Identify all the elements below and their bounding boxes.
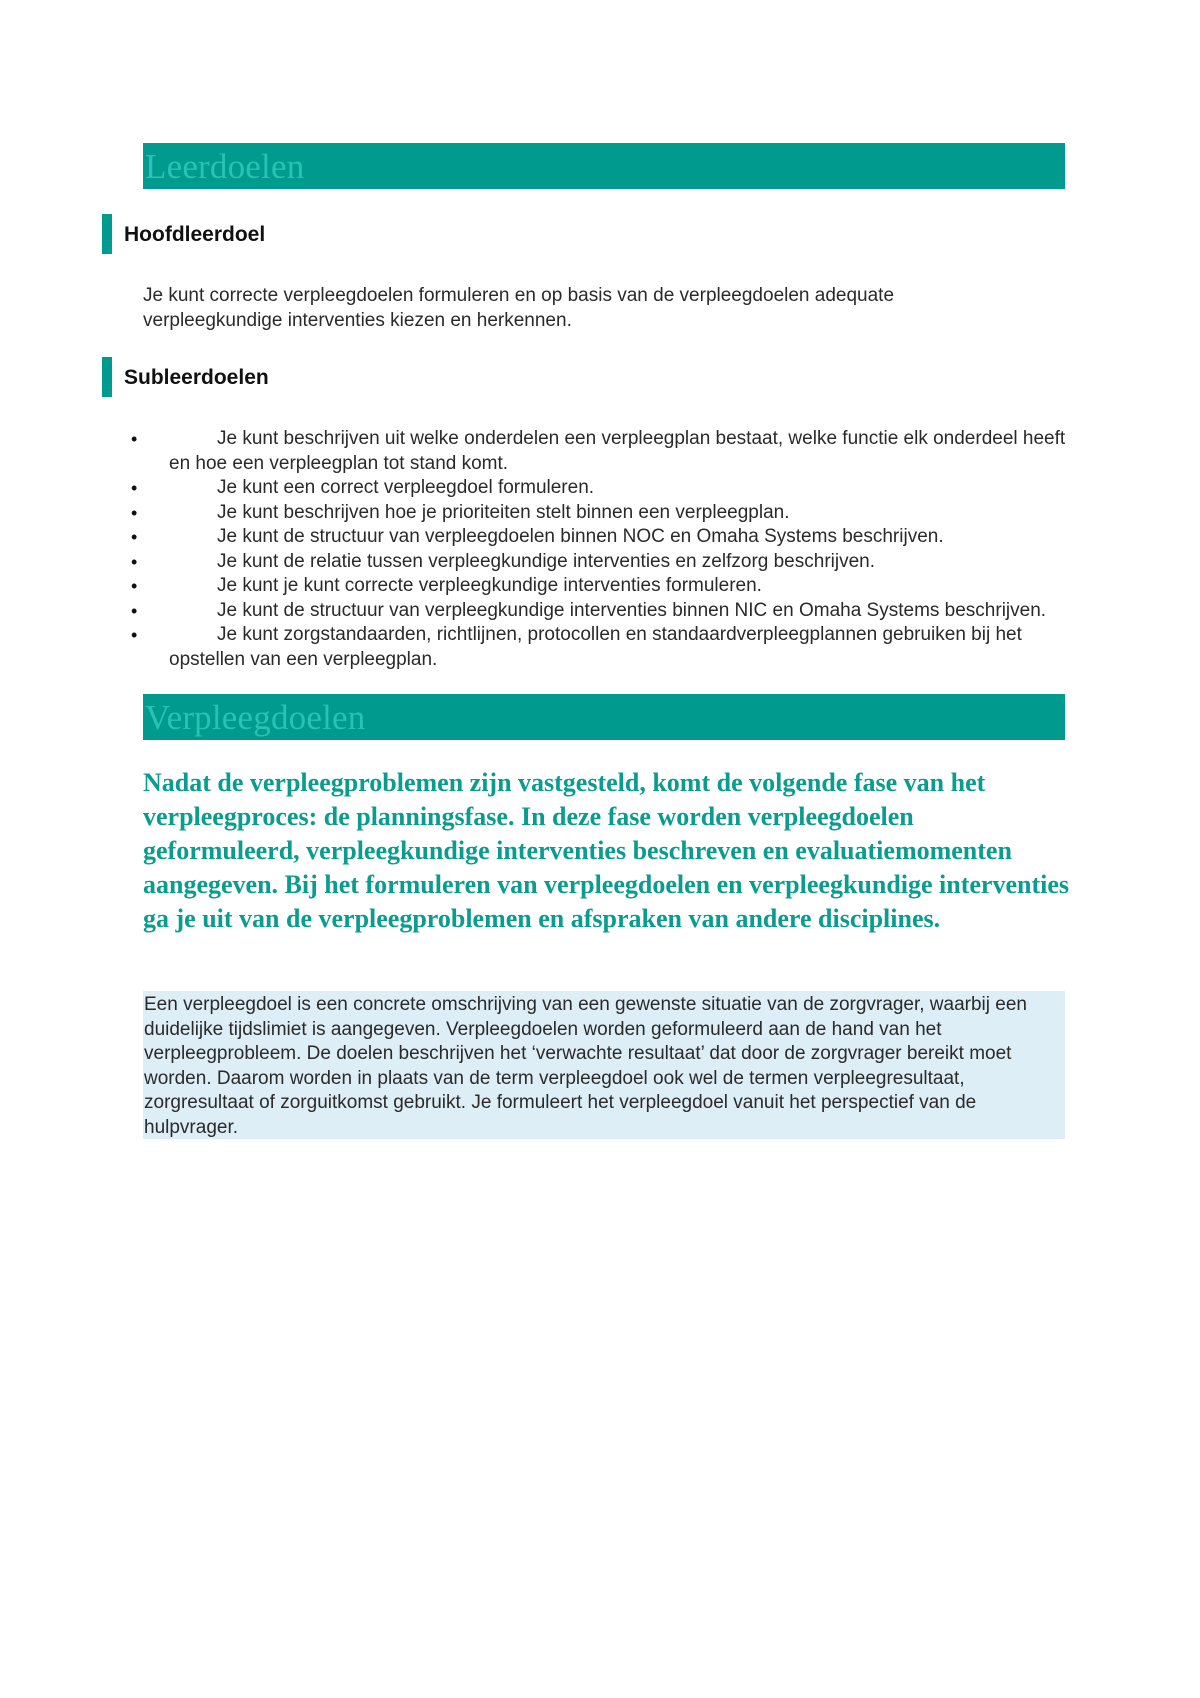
section-title-verpleegdoelen: Verpleegdoelen <box>145 698 366 737</box>
heading-hoofdleerdoel <box>102 214 502 254</box>
intro-text: Nadat de verpleegproblemen zijn vastgesteld, komt de volgende fase van het verpleegproces: de planningsfase. In deze fase worden verpleegdoelen geformuleerd, verpleegkundige interventies beschreven en evaluatiemomenten aangegeven. Bij het formuleren van verpleegdoelen en verpleegkundige interventies ga je uit van de verpleegproblemen en afspraken van andere disciplines. <box>143 768 1070 933</box>
bullet-dot-icon: • <box>131 478 138 498</box>
bullet-dot-icon: • <box>131 600 138 621</box>
verpleegdoelen-intro <box>143 766 1073 936</box>
hoofdleerdoel-text: Je kunt correcte verpleegdoelen formuleren en op basis van de verpleegdoelen adequate verpleegkundige interventies kiezen en herkennen. <box>143 285 895 331</box>
bullet-dot-icon: • <box>131 576 138 596</box>
list-item: • Je kunt beschrijven hoe je prioriteiten stelt binnen een verpleegplan. <box>0 501 1069 526</box>
list-item: • Je kunt de structuur van verpleegkundige interventies binnen NIC en Omaha Systems beschrijven. <box>0 599 1069 624</box>
heading-text: Subleerdoelen <box>124 366 269 389</box>
heading-text: Hoofdleerdoel <box>124 223 266 246</box>
heading-accent-bar <box>102 214 112 254</box>
list-item: • Je kunt de relatie tussen verpleegkundige interventies en zelfzorg beschrijven. <box>0 550 1069 575</box>
bullet-dot-icon: • <box>131 527 138 547</box>
section-banner-leerdoelen <box>143 143 1065 189</box>
section-title-leerdoelen: Leerdoelen <box>145 147 305 186</box>
definition-text: Een verpleegdoel is een concrete omschrijving van een gewenste situatie van de zorgvrager, waarbij een duidelijke tijdslimiet is aangegeven. Verpleegdoelen worden geformuleerd aan de hand van het verpleegprobleem. De doelen beschrijven het ‘verwachte resultaat’ dat door de zorgvrager bereikt moet worden. Daarom worden in plaats van de term verpleegdoel ook wel de termen verpleegresultaat, zorgresultaat of zorguitkomst gebruikt. Je formuleert het verpleegdoel vanuit het perspectief van de hulpvrager. <box>144 994 1027 1138</box>
bullet-dot-icon: • <box>131 551 138 572</box>
list-item: • Je kunt de structuur van verpleegdoelen binnen NOC en Omaha Systems beschrijven. <box>0 525 1069 550</box>
bullet-dot-icon: • <box>131 502 138 523</box>
bullet-dot-icon: • <box>131 429 138 449</box>
section-banner-verpleegdoelen <box>143 694 1065 740</box>
definition-box <box>143 991 1065 1139</box>
subleerdoelen-list <box>0 427 1200 672</box>
list-item: • Je kunt een correct verpleegdoel formuleren. <box>0 476 1069 501</box>
hoofdleerdoel-paragraph <box>143 283 1013 333</box>
bullet-dot-icon: • <box>131 625 138 645</box>
list-item: • Je kunt je kunt correcte verpleegkundige interventies formuleren. <box>0 574 1069 599</box>
heading-accent-bar <box>102 357 112 397</box>
list-item: • Je kunt zorgstandaarden, richtlijnen, protocollen en standaardverpleegplannen gebruiken bij het opstellen van een verpleegplan. <box>131 624 1022 670</box>
heading-subleerdoelen <box>102 357 502 397</box>
list-item: • Je kunt beschrijven uit welke onderdelen een verpleegplan bestaat, welke functie elk onderdeel heeft en hoe een verpleegplan tot stand komt. <box>131 428 1066 474</box>
